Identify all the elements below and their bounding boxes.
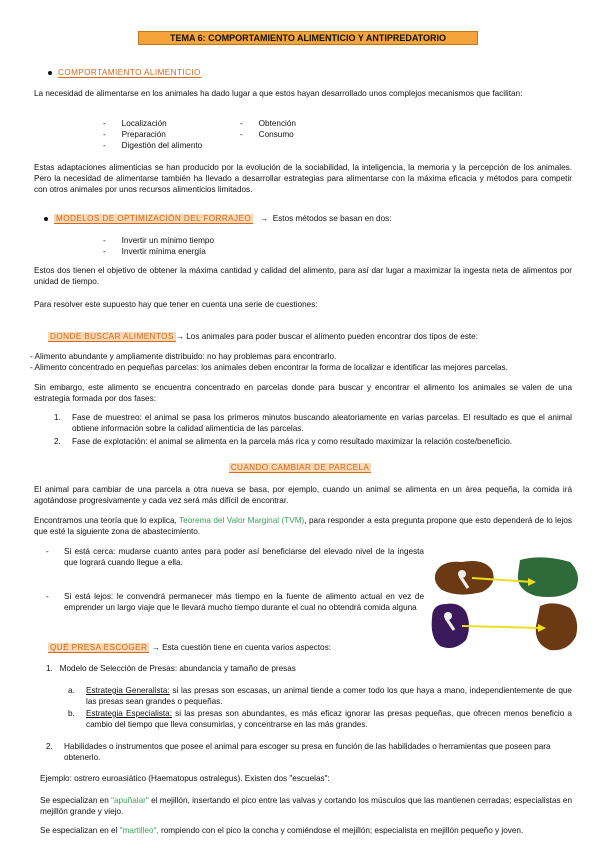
list-item: - Consumo: [240, 130, 294, 140]
paragraph-apunalar: Se especializan en "apuñalar" el mejillón, insertando el pico entre las valvas y cortando los músculos que las mantienen cerradas; especialistas en mejillón grande y viejo.: [40, 796, 573, 817]
strategy-b: b. Estrategia Especialista: si las presas son abundantes, es más eficaz ignorar las presas pequeñas, que ofrecen menos beneficio a cambio del tiempo que lleva consumirlas, y concentrarse en las más grandes.: [68, 709, 572, 730]
heading-text: COMPORTAMIENTO ALIMENTICIO: [58, 68, 201, 77]
list-item: - Digestión del alimento: [103, 141, 203, 151]
prey-item-1: 1. Modelo de Selección de Presas: abundancia y tamaño de presas: [46, 664, 296, 673]
arrow-icon: →: [151, 643, 160, 652]
school-term: "martilleo",: [119, 826, 159, 835]
arrow-icon: →: [259, 214, 269, 223]
list-item: - Preparación: [103, 130, 166, 140]
page-title: TEMA 6: COMPORTAMIENTO ALIMENTICIO Y ANTIPREDATORIO: [138, 31, 478, 45]
heading-arrow-text: Los animales para poder buscar el alimento pueden encontrar dos tipos de este:: [186, 332, 478, 341]
list-item: - Invertir un mínimo tiempo: [103, 236, 215, 245]
near-item: - Si está cerca: mudarse cuanto antes para poder así beneficiarse del elevado nivel de la ingesta que logrará cuando llegue a ella.: [46, 547, 424, 568]
heading-arrow-text: Estos métodos se basan en dos:: [272, 214, 392, 223]
paragraph-supuesto: Para resolver este supuesto hay que tener en cuenta una serie de cuestiones:: [34, 300, 318, 309]
paragraph-adaptaciones: Estas adaptaciones alimenticias se han producido por la evolución de la sociabilidad, la inteligencia, la memoria y la percepción de los animales. Pero la necesidad de alimentarse también ha llevado a desarrollar estrategias para alimentarse con la máxima eficacia y métodos para competir con otros animales por unos recursos alimenticios limitados.: [34, 163, 572, 195]
section-heading-presa: [48, 642, 331, 653]
paragraph-concentrado: - Alimento concentrado en pequeñas parcelas: los animales deben encontrar la forma de localizar e identificar las mejores parcelas.: [30, 363, 508, 372]
near-patches-illustration: [432, 554, 582, 600]
list-col-1: [103, 118, 202, 151]
paragraph-tvm: Encontramos una teoría que lo explica, Teorema del Valor Marginal (TVM), para responder a esta pregunta propone que esto dependerá de lo lejos que esté la siguiente zona de abastecimiento.: [34, 516, 572, 537]
paragraph-fases: Sin embargo, este alimento se encuentra concentrado en parcelas donde para buscar y encontrar el alimento los animales se valen de una estrategia formada por dos fases:: [34, 383, 572, 404]
paragraph-martilleo: Se especializan en el "martilleo", rompiendo con el pico la concha y comiéndose el mejillón; especialista en mejillón pequeño y joven.: [40, 826, 524, 835]
arrow-icon: →: [175, 332, 184, 341]
heading-text: QUÉ PRESA ESCOGER: [50, 643, 148, 652]
phase-1: 1. Fase de muestreo: el animal se pasa los primeros minutos buscando aleatoriamente en varias parcelas. El resultado es que el animal obtiene información sobre la calidad alimenticia de las parcelas.: [54, 413, 572, 434]
phase-2: 2. Fase de explotación: el animal se alimenta en la parcela más rica y como resultado maximizar la relación coste/beneficio.: [54, 437, 513, 446]
paragraph-cambiar: El animal para cambiar de una parcela a otra nueva se basa, por ejemplo, cuando un animal se alimenta en un área pequeña, la comida irá agotándose progresivamente y cada vez será más difícil de encontrar.: [34, 485, 572, 506]
tvm-term: Teorema del Valor Marginal (TVM): [179, 516, 305, 525]
path-arrow: [462, 626, 542, 628]
strategy-term: Estrategia Generalista:: [86, 686, 170, 695]
list-item: - Obtención: [240, 119, 296, 128]
heading-text: DONDE BUSCAR ALIMENTOS: [50, 332, 174, 341]
food-patch-brown: [435, 561, 494, 595]
list-item: - Localización: [103, 119, 167, 128]
paragraph-objetivo: Estos dos tienen el objetivo de obtener la máxima cantidad y calidad del alimento, para así dar lugar a maximizar la ingesta neta de alimentos por unidad de tiempo.: [34, 266, 572, 287]
strategy-a: a. Estrategia Generalista: si las presas son escasas, un animal tiende a comer todo los que haya a mano, independientemente de que las presas sean grandes o pequeñas.: [68, 686, 572, 707]
bullet-icon: [44, 217, 48, 221]
strategy-term: Estrategia Especialista:: [86, 709, 172, 718]
food-patch-green: [518, 557, 578, 597]
section-heading-comportamiento: [48, 67, 201, 78]
heading-text: MODELOS DE OPTIMIZACIÓN DEL FORRAJEO: [56, 214, 252, 223]
far-item: - Si está lejos: le convendrá permanecer más tiempo en la fuente de alimento actual en vez de emprender un largo viaje que le llevará mucho tiempo durante el cual no obtendrá comida alguna: [46, 592, 424, 613]
list-forrajeo: [103, 235, 214, 257]
section-heading-modelos: [44, 213, 392, 224]
far-patches-illustration: [430, 600, 584, 654]
paragraph-ejemplo: Ejemplo: ostrero euroasiático (Haematopus ostralegus). Existen dos "escuelas":: [40, 774, 330, 783]
prey-item-2: 2. Habilidades o instrumentos que posee el animal para escoger su presa en función de las habilidades o herramientas que poseen para obtenerlo.: [46, 742, 551, 763]
section-heading-donde: [48, 331, 478, 342]
list-col-2: [240, 118, 296, 140]
school-term: "apuñalar": [111, 796, 149, 805]
paragraph-abundante: - Alimento abundante y ampliamente distribuido: no hay problemas para encontrarlo.: [30, 352, 337, 361]
bullet-icon: [48, 71, 52, 75]
heading-arrow-text: Esta cuestión tiene en cuenta varios aspectos:: [162, 643, 331, 652]
section-heading-cuando: [0, 462, 600, 473]
heading-text: CUANDO CAMBIAR DE PARCELA: [230, 463, 370, 472]
list-item: - Invertir mínima energía: [103, 247, 206, 257]
paragraph-intro: La necesidad de alimentarse en los animales ha dado lugar a que estos hayan desarrollado unos complejos mecanismos que facilitan:: [34, 89, 523, 98]
